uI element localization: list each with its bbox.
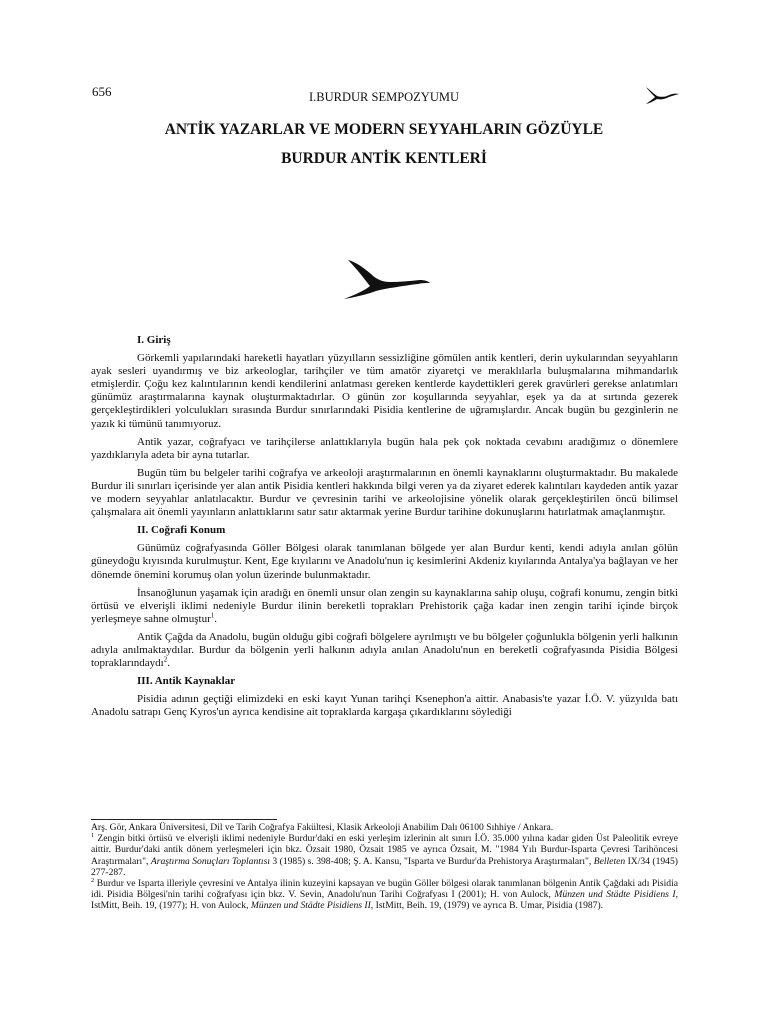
footnote-text: Zengin bitki örtüsü ve elverişli iklimi nedeniyle Burdur'daki en eski yerleşim izlerinin alt sınırı İ.Ö. 35.000 yılına kadar giden Üst Paleolitik evreye aittir. Burdur'daki antik dönem yerleşmeleri için bkz. Özsait 1980, Özsait 1985 ve ayrıca Özsait, M. "1984 Yılı Burdur-Isparta Çevresi Tarihöncesi Araştırmaları", [91,833,679,867]
flamingo-icon [644,85,680,105]
paragraph-end: . [214,612,217,625]
footnote-text: 3 (1985) s. 398-408; Ş. A. Kansu, "Isparta ve Burdur'da Prehistorya Araştırmaları", [272,855,592,867]
flamingo-emblem-icon [340,254,432,302]
paragraph-text: Antik Çağda da Anadolu, bugün olduğu gibi coğrafi bölgelere ayrılmıştı ve bu bölgeler çoğunlukla bölgenin yerli halkının adıyla anılmaktaydılar. Burdur da bölgenin yerli halkının adıyla anılan Anadolu'nun en bereketli coğrafyasında Pisidia Bölgesi topraklarındaydı [91,630,678,670]
footnote-1 [91,833,678,878]
paragraph: Bugün tüm bu belgeler tarihi coğrafya ve arkeoloji araştırmalarının en önemli kaynaklarını oluşturmaktadır. Bu makalede Burdur ili sınırları içerisinde yer alan antik Pisidia kentleri hakkında bilgi veren ya da ziyaret ederek kalıntıları kaydeden antik yazar ve modern seyyahlar anlatılacaktır. Burdur ve çevresinin tarihi ve arkeolojisine yönelik olarak gerçekleştirilen öncü bilimsel çalışmalara ait önemli yayınların anlattıklarını satır satır aktarmak yerine Burdur tarihine dokunuşlarını hatırlatmak amaçlanmıştır. [91,466,678,519]
document-title-line-2: BURDUR ANTİK KENTLERİ [281,150,487,167]
section-heading-geography: II. Coğrafi Konum [137,524,226,537]
footnote-marker: 2 [91,876,95,884]
footnote-text: IX/34 (1945) 277-287. [91,855,678,878]
article-body [91,334,678,724]
paragraph-end: . [167,657,170,670]
footnote-italic: Araştırma Sonuçları Toplantısı [150,855,270,867]
paragraph: Görkemli yapılarındaki hareketli hayatları yüzyılların sessizliğine gömülen antik kentleri, derin uykularından seyyahların ayak sesleri uyandırmış ve biz arkeologlar, tarihçiler ve tüm amatör ziyaretçi ve meraklılarla buluşmalarına mihmandarlık etmişlerdir. Çoğu kez kalıntılarının kendi kendilerini anlatması gereken kentlerde kaydettikleri gerek gravürleri gerekse anlatımları günümüz araştırmalarına kaynak oluşturmaktadırlar. O günün zor koşullarında seyyahlar, eşek ya da at sırtında gezerek gerçekleştirdikleri yolculukları sırasında Burdur sınırlarındaki Pisidia kentlerine de uğramışlardır. Ancak bugün bu gezginlerin ne yazık ki tümünü tanımıyoruz. [91,352,678,430]
section-heading-introduction: I. Giriş [137,334,171,346]
paragraph: Antik yazar, coğrafyacı ve tarihçilerse anlattıklarıyla bugün hala pek çok noktada cevabını aradığımız o dönemlere yazdıklarıyla adeta bir ayna tutarlar. [91,435,678,461]
paragraph [91,587,678,626]
section-heading-sources: III. Antik Kaynaklar [137,675,236,688]
paragraph: Günümüz coğrafyasında Göller Bölgesi olarak tanımlanan bölgede yer alan Burdur kenti, kendi adıyla anılan gölün güneydoğu kıyısında kurulmuştur. Kent, Ege kıyılarını ve Anadolu'nun iç kesimlerini Akdeniz kıyılarında Antalya'ya bağlayan ve her dönemde önemini korumuş olan yolun üzerinde bulunmaktadır. [91,542,678,581]
footnotes [91,822,678,912]
footnote-italic: Münzen und Städte Pisidiens II, [250,900,374,912]
document-title-line-1: ANTİK YAZARLAR VE MODERN SEYYAHLARIN GÖZÜYLE [164,121,604,138]
footnote-marker: 1 [91,832,95,840]
footnote-ref[interactable]: 1 [210,611,215,620]
footnote-author: Arş. Gör, Ankara Üniversitesi, Dil ve Tarih Coğrafya Fakültesi, Klasik Arkeoloji Anabilim Dalı 06100 Sıhhiye / Ankara. [91,822,554,833]
footnote-divider [91,819,277,820]
paragraph-text: İnsanoğlunun yaşamak için aradığı en önemli unsur olan zengin su kaynaklarına sahip oluşu, coğrafi konumu, zengin bitki örtüsü ve elverişli iklimi nedeniyle Burdur ilinin bereketli toprakları Prehistorik çağa kadar inen zengin tarihi içinde birçok yerleşmeye sahne olmuştur [91,586,678,625]
paragraph [91,631,678,670]
footnote-2 [91,878,678,912]
footnote-ref[interactable]: 2 [163,655,168,664]
footnote-text: IstMitt, Beih. 19, (1979) ve ayrıca B. Umar, Pisidia (1987). [375,900,604,912]
page-number: 656 [92,84,112,99]
footnote-text: IstMitt, Beih. 19, (1977); H. von Aulock, [91,900,249,912]
footnote-italic: Belleten [593,855,626,867]
footnote-text: Burdur ve Isparta illeriyle çevresini ve Antalya ilinin kuzeyini kapsayan ve bugün Göller bölgesi olarak tanımlanan bölgenin Antik Çağdaki adı Pisidia idi. Pisidia Bölgesi'nin tarihi coğrafyası için bkz. V. Sevin, Anadolu'nun Tarihi Coğrafyası I (2001); H. von Aulock, [91,878,678,901]
running-head: I.BURDUR SEMPOZYUMU [308,90,460,104]
paragraph: Pisidia adının geçtiği elimizdeki en eski kayıt Yunan tarihçi Ksenephon'a aittir. Anabasis'te yazar İ.Ö. V. yüzyılda batı Anadolu satrapı Genç Kyros'un ayrıca kendisine ait topraklarda kargaşa çıkardıklarını söylediği [91,693,678,719]
footnote-italic: Münzen und Städte Pisidiens I, [554,889,679,901]
